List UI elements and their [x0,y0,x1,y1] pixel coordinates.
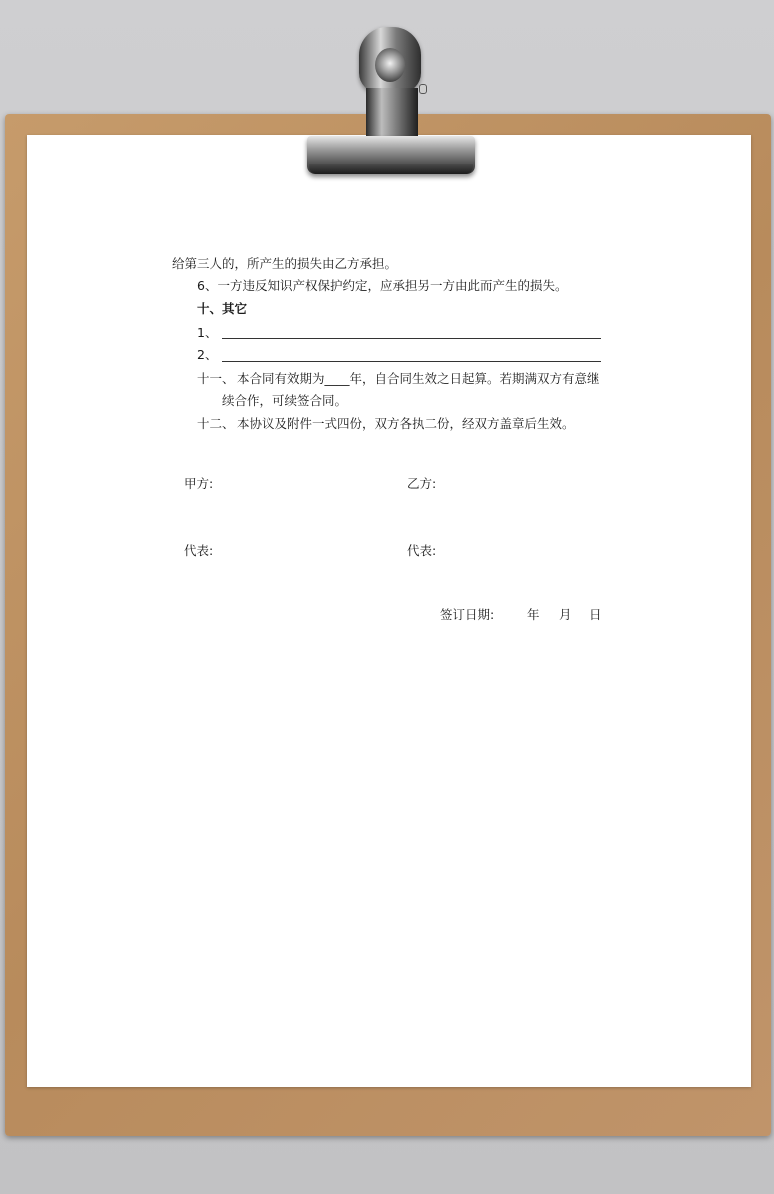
party-a-label: 甲方: [184,476,214,491]
section-11-text-b: 年，自合同生效之日起算。若期满双方有意继 [349,371,600,386]
representative-b-label: 代表: [407,543,437,558]
item-1-number: 1、 [197,325,218,340]
sign-date-month: 月 [559,607,572,622]
item-1-blank-line [222,338,601,339]
sign-date-label: 签订日期: [440,607,495,622]
paragraph-continuation: 给第三人的，所产生的损失由乙方承担。 [172,256,398,271]
section-11-line-1 [237,371,600,387]
clip-pin [419,84,427,94]
section-10-title: 十、其它 [197,301,248,316]
sign-date-year: 年 [527,607,540,622]
section-11-blank: ____ [324,371,350,386]
clip-neck [366,88,418,138]
section-12-text: 本协议及附件一式四份，双方各执二份，经双方盖章后生效。 [237,416,575,431]
section-11-text-a: 本合同有效期为 [237,371,325,386]
paragraph-6: 6、一方违反知识产权保护约定，应承担另一方由此而产生的损失。 [197,278,568,293]
watermark [88,488,107,515]
item-2-number: 2、 [197,347,218,362]
representative-a-label: 代表: [184,543,214,558]
clip-ring-hole [375,48,405,82]
clip-lip [309,164,473,174]
section-12-label: 十二、 [197,416,235,431]
section-11-label: 十一、 [197,371,235,386]
party-b-label: 乙方: [407,476,437,491]
sign-date-day: 日 [589,607,602,622]
section-11-line-2: 续合作，可续签合同。 [222,393,348,408]
item-2-blank-line [222,361,601,362]
